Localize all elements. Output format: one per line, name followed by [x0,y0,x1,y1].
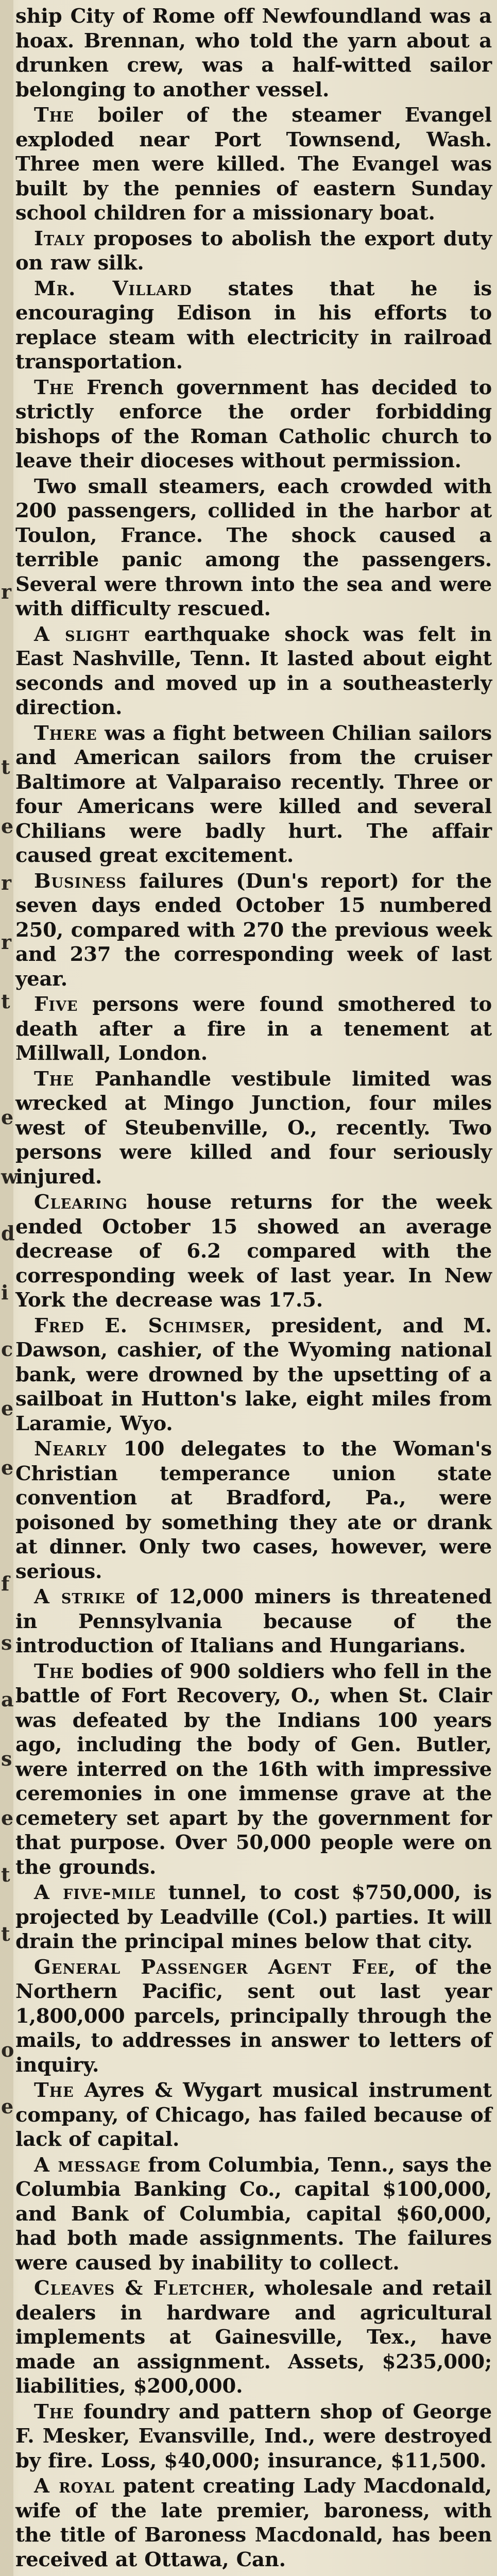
news-item-text: from Columbia, Tenn., says the Columbia Banking Co., capital $100,000, and Bank of Columbia, capital $60,000, had both made assignments. The failures were caused by inability to collect. [15,2153,492,2275]
margin-fragment: d [1,1222,15,1245]
news-item-lead: A royal [34,2475,115,2498]
news-item-text: , wholesale and retail dealers in hardware and agricultural implements at Gainesville, Tex., have made an assignment. Assets, $235,000; liabilities, $200,000. [15,2277,492,2398]
news-item [15,1314,492,1436]
margin-fragment: i [1,1281,9,1304]
margin-fragment: t [1,1863,10,1886]
news-item [15,2400,492,2473]
news-item-text: , president, and M. Dawson, cashier, of the Wyoming national bank, were drowned by the upsetting of a sailboat in Hutton's lake, eight miles from Laramie, Wyo. [15,1314,492,1435]
margin-fragment: t [1,1922,10,1945]
news-item-lead: Five [34,993,78,1016]
margin-fragment: t [1,990,10,1013]
news-item-lead: The [34,104,74,127]
news-item [15,1190,492,1313]
news-item [15,1880,492,1954]
news-item-text: boiler of the steamer Evangel exploded near Port Townsend, Wash. Three men were killed. The Evangel was built by the pennies of eastern Sunday school children for a missionary boat. [15,104,492,225]
news-item-lead: Nearly [34,1437,107,1461]
news-item [15,992,492,1066]
news-item-text: Two small steamers, each crowded with 200 passengers, collided in the harbor at Toulon, France. The shock caused a terrible panic among the passengers. Several were thrown into the sea and were with difficulty rescued. [15,474,492,620]
margin-fragment: a [1,1688,14,1711]
margin-fragment: e [1,1806,14,1829]
news-item-lead: Italy [34,227,85,250]
news-item-lead: Mr. Villard [34,277,192,300]
news-item-lead: A five-mile [34,1881,156,1904]
news-item [15,1437,492,1584]
news-item-lead: Business [34,869,127,893]
margin-fragment: e [1,1397,14,1420]
news-item-text: was a fight between Chilian sailors and American sailors from the cruiser Baltimore at Valparaiso recently. Three or four Americans were killed and several Chilians were badly hurt. The affair caused great excitement. [15,721,492,867]
news-item [15,622,492,720]
margin-fragment: o [1,2038,14,2061]
news-item [15,103,492,226]
adjacent-column-edge [0,0,18,2576]
news-column [15,4,492,2576]
news-item-text: tunnel, to cost $750,000, is projected by Leadville (Col.) parties. It will drain the principal mines below that city. [15,1881,492,1953]
news-item-lead: A slight [34,622,130,646]
news-item-text: 100 delegates to the Woman's Christian temperance union state convention at Bradford, Pa., were poisoned by something they ate or drank at dinner. Only two cases, however, were serious. [15,1437,492,1583]
margin-fragment: e [1,2095,14,2118]
news-item [15,227,492,276]
news-item-text: patent creating Lady Macdonald, wife of the late premier, baroness, with the title of Baroness Macdonald, has been received at Ottawa, Can. [15,2475,492,2571]
news-item-text: house returns for the week ended October 15 showed an average decrease of 6.2 compared with the corresponding week of last year. In New York the decrease was 17.5. [15,1191,492,1312]
news-item-lead: Clearing [34,1191,128,1214]
news-item [15,1585,492,1658]
news-item-lead: Cleaves & Fletcher [34,2277,249,2300]
news-item [15,4,492,102]
news-item-text: earthquake shock was felt in East Nashville, Tenn. It lasted about eight seconds and moved up in a southeasterly direction. [15,622,492,719]
margin-fragment: e [1,1106,14,1129]
news-item-text: states that he is encouraging Edison in his efforts to replace steam with electricity in railroad transportation. [15,277,492,374]
news-item-lead: A strike [34,1585,126,1608]
news-item-text: foundry and pattern shop of George F. Mesker, Evansville, Ind., were destroyed by fire. Loss, $40,000; insurance, $11,500. [15,2400,492,2472]
news-item [15,869,492,992]
news-item-lead: There [34,721,97,745]
news-item [15,2078,492,2152]
news-item-lead: A message [34,2153,141,2177]
news-item-text: of 12,000 miners is threatened in Pennsylvania because of the introduction of Italians and Hungarians. [15,1585,492,1657]
news-item [15,474,492,621]
news-item-text: ship City of Rome off Newfoundland was a hoax. Brennan, who told the yarn about a drunken crew, was a half-witted sailor belonging to another vessel. [15,5,492,101]
news-item-text: Panhandle vestibule limited was wrecked at Mingo Junction, four miles west of Steubenville, O., recently. Two persons were killed and four seriously injured. [15,1067,492,1189]
news-item [15,376,492,473]
margin-fragment: r [1,580,12,603]
margin-fragment: c [1,1337,13,1361]
news-item [15,2153,492,2276]
margin-fragment: s [1,1631,12,1654]
news-item [15,1067,492,1190]
news-item-text: French government has decided to strictly enforce the order forbidding bishops of the Roman Catholic church to leave their dioceses without permission. [15,376,492,472]
news-item-text: , of the Northern Pacific, sent out last year 1,800,000 parcels, principally through the mails, to addresses in answer to letters of inquiry. [15,1955,492,2077]
news-item-lead: General Passenger Agent Fee [34,1955,389,1979]
news-item-lead: The [34,1067,74,1091]
margin-fragment: r [1,871,12,894]
news-item [15,2276,492,2399]
margin-fragment: r [1,930,12,954]
news-item-text: bodies of 900 soldiers who fell in the battle of Fort Recovery, O., when St. Clair was defeated by the Indians 100 years ago, including the body of Gen. Butler, were interred on the 16th with impressive ceremonies in one immense grave at the cemetery set apart by the government for that purpose. Over 50,000 people were on the grounds. [15,1659,492,1879]
news-item-text: proposes to abolish the export duty on raw silk. [15,227,492,275]
margin-fragment: t [1,755,10,778]
margin-fragment: e [1,1456,14,1479]
news-item [15,1659,492,1880]
news-item [15,2474,492,2572]
margin-fragment: e [1,815,14,838]
news-item-text: persons were found smothered to death after a fire in a tenement at Millwall, London. [15,993,492,1065]
news-item-text: Ayres & Wygart musical instrument company, of Chicago, has failed because of lack of capital. [15,2079,492,2151]
news-item-lead: The [34,2400,74,2424]
news-item-lead: Fred E. Schimser [34,1314,245,1337]
margin-fragment: w [1,1165,18,1188]
news-item-lead: The [34,2079,74,2102]
margin-fragment: s [1,1747,12,1770]
news-item [15,1955,492,2078]
news-item-text: failures (Dun's report) for the seven days ended October 15 numbered 250, compared with 270 the previous week and 237 the corresponding week of last year. [15,869,492,991]
news-item-lead: The [34,1659,74,1683]
news-item [15,721,492,868]
news-item [15,277,492,375]
margin-fragment: f [1,1572,10,1595]
news-item-lead: The [34,376,74,399]
